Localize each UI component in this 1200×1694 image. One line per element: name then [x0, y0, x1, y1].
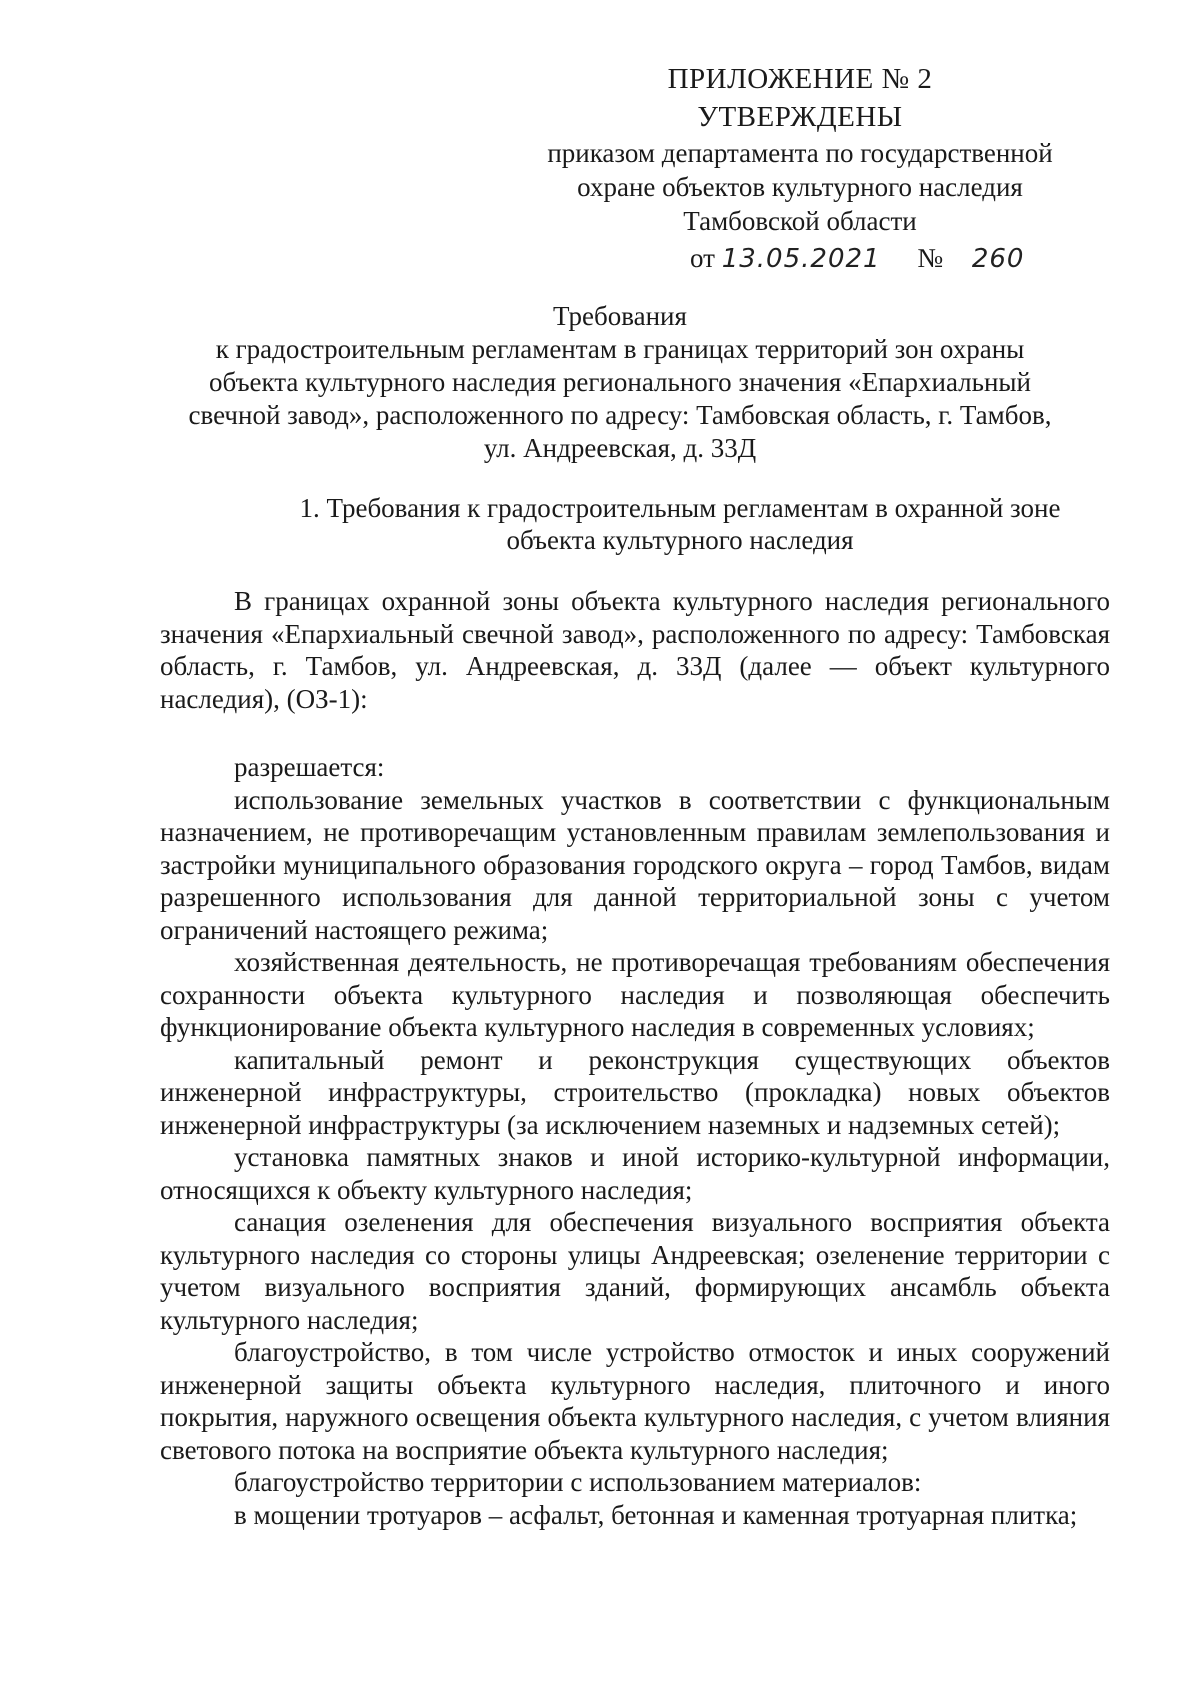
paragraph-permitted-label: разрешается:: [234, 752, 385, 782]
paragraph: благоустройство территории с использованием материалов:: [234, 1467, 922, 1497]
document-title: [140, 300, 1100, 465]
title-line-2: к градостроительным регламентам в границах территорий зон охраны: [215, 334, 1025, 364]
title-line-3: объекта культурного наследия регионального значения «Епархиальный: [209, 367, 1031, 397]
section-heading: [250, 492, 1110, 556]
title-line-4: свечной завод», расположенного по адресу: Тамбовская область, г. Тамбов,: [188, 400, 1052, 430]
title-line-1: Требования: [553, 301, 687, 331]
order-line: [520, 240, 1080, 277]
title-line-5: ул. Андреевская, д. 33Д: [483, 433, 757, 463]
number-label: №: [917, 243, 944, 273]
section-heading-line-1: 1. Требования к градостроительным регламентам в охранной зоне: [299, 493, 1061, 523]
approval-line-1: приказом департамента по государственной: [547, 138, 1053, 168]
paragraph: использование земельных участков в соответствии с функциональным назначением, не противоречащим установленным правилам землепользования и застройки муниципального образования городского округа – город Тамбов, видам разрешенного использования для данной территориальной зоны с учетом ограничений настоящего режима;: [160, 784, 1110, 945]
order-date: 13.05.2021: [721, 244, 881, 274]
section-heading-line-2: объекта культурного наследия: [506, 525, 854, 555]
from-label: от: [690, 243, 715, 273]
paragraph: хозяйственная деятельность, не противоречащая требованиям обеспечения сохранности объекта культурного наследия и позволяющая обеспечить функционирование объекта культурного наследия в современных условиях;: [160, 947, 1110, 1042]
approval-line-3: Тамбовской области: [683, 206, 917, 236]
approval-block: [520, 60, 1080, 277]
paragraph: санация озеленения для обеспечения визуального восприятия объекта культурного наследия со стороны улицы Андреевская; озеленение территории с учетом визуального восприятия зданий, формирующих ансамбль объекта культурного наследия;: [160, 1207, 1110, 1335]
appendix-label: ПРИЛОЖЕНИЕ № 2: [667, 63, 933, 95]
paragraph: В границах охранной зоны объекта культурного наследия регионального значения «Епархиальный свечной завод», расположенного по адресу: Тамбовская область, г. Тамбов, ул. Андреевская, д. 33Д (далее — объект культурного наследия), (ОЗ-1):: [160, 586, 1110, 714]
body-text: [160, 585, 1110, 1531]
paragraph: капитальный ремонт и реконструкция существующих объектов инженерной инфраструктуры, строительство (прокладка) новых объектов инженерной инфраструктуры (за исключением наземных и надземных сетей);: [160, 1044, 1110, 1140]
paragraph: благоустройство, в том числе устройство отмосток и иных сооружений инженерной защиты объекта культурного наследия, плиточного и иного покрытия, наружного освещения объекта культурного наследия, с учетом влияния светового потока на восприятие объекта культурного наследия;: [160, 1337, 1110, 1465]
approval-line-2: охране объектов культурного наследия: [577, 172, 1023, 202]
order-number: 260: [971, 244, 1025, 274]
paragraph: в мощении тротуаров – асфальт, бетонная и каменная тротуарная плитка;: [234, 1499, 1078, 1530]
paragraph: установка памятных знаков и иной историко-культурной информации, относящихся к объекту культурного наследия;: [160, 1142, 1110, 1205]
approved-label: УТВЕРЖДЕНЫ: [697, 101, 903, 133]
